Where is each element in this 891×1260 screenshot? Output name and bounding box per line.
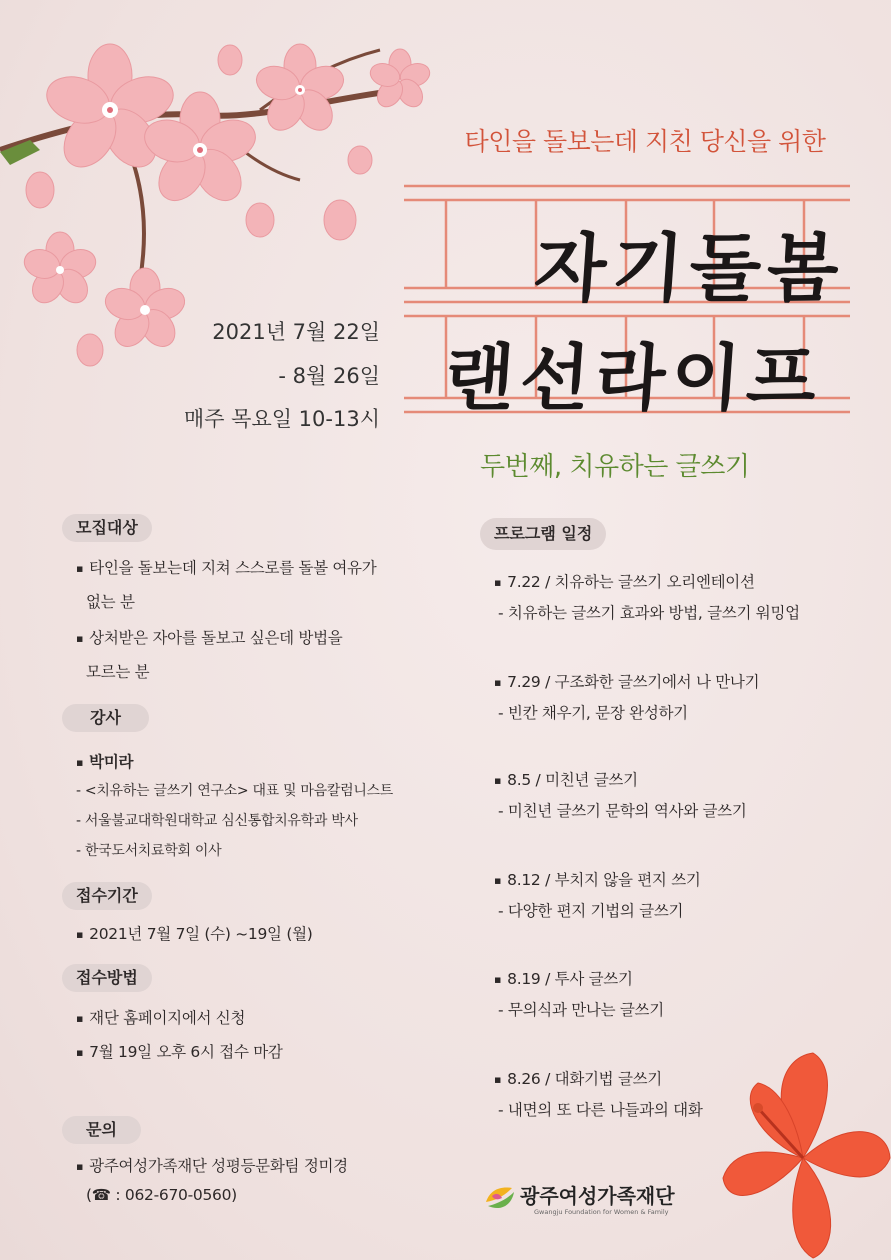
instructor-label: 강사: [62, 704, 149, 732]
method-item-1: ▪ 재단 홈페이지에서 신청: [76, 1006, 245, 1028]
program-label: 프로그램 일정: [480, 518, 606, 550]
session-4-desc: - 다양한 편지 기법의 글쓰기: [498, 902, 684, 920]
logo-name: 광주여성가족재단: [520, 1184, 675, 1208]
session-5-title: ▪ 8.19 / 투사 글쓰기: [494, 967, 633, 989]
contact-label: 문의: [62, 1116, 141, 1144]
session-3-title: ▪ 8.5 / 미친년 글쓰기: [494, 768, 638, 790]
session-6-desc: - 내면의 또 다른 나들과의 대화: [498, 1101, 703, 1119]
recruit-item-1-cont: 없는 분: [86, 593, 135, 611]
session-time: 매주 목요일 10-13시: [183, 407, 380, 431]
recruit-item-2-cont: 모르는 분: [86, 663, 150, 681]
title-line-2: 랜선라이프: [441, 335, 826, 420]
session-5-desc: - 무의식과 만나는 글쓰기: [498, 1001, 664, 1019]
session-1-desc: - 치유하는 글쓰기 효과와 방법, 글쓰기 워밍업: [498, 604, 800, 622]
session-3-desc: - 미친년 글쓰기 문학의 역사와 글쓰기: [498, 802, 747, 820]
date-start: 2021년 7월 22일: [212, 320, 380, 344]
method-label: 접수방법: [62, 964, 152, 992]
session-2-title: ▪ 7.29 / 구조화한 글쓰기에서 나 만나기: [494, 670, 759, 692]
contact-phone: (☎ : 062-670-0560): [86, 1186, 237, 1204]
foundation-logo: [484, 1180, 704, 1224]
instructor-detail-2: - 서울불교대학원대학교 심신통합치유학과 박사: [76, 813, 358, 829]
session-6-title: ▪ 8.26 / 대화기법 글쓰기: [494, 1067, 662, 1089]
period-label: 접수기간: [62, 882, 152, 910]
logo-subtitle: Gwangju Foundation for Women & Family: [534, 1208, 669, 1216]
logo-mark-icon: [484, 1182, 518, 1216]
method-item-2: ▪ 7월 19일 오후 6시 접수 마감: [76, 1040, 283, 1062]
session-1-title: ▪ 7.22 / 치유하는 글쓰기 오리엔테이션: [494, 570, 755, 592]
session-4-title: ▪ 8.12 / 부치지 않을 편지 쓰기: [494, 868, 701, 890]
contact-org: ▪ 광주여성가족재단 성평등문화팀 정미경: [76, 1154, 348, 1176]
recruit-item-2: ▪ 상처받은 자아를 돌보고 싶은데 방법을: [76, 626, 342, 648]
instructor-detail-3: - 한국도서치료학회 이사: [76, 843, 222, 859]
instructor-name: ▪ 박미라: [76, 750, 133, 772]
recruit-label: 모집대상: [62, 514, 152, 542]
program-subtitle: 두번째, 치유하는 글쓰기: [480, 452, 750, 482]
hibiscus-illustration: [718, 1048, 891, 1260]
tagline: 타인을 돌보는데 지친 당신을 위한: [464, 127, 826, 156]
recruit-item-1: ▪ 타인을 돌보는데 지쳐 스스로를 돌볼 여유가: [76, 556, 376, 578]
session-2-desc: - 빈칸 채우기, 문장 완성하기: [498, 704, 688, 722]
title-line-1: 자기돌봄: [531, 226, 848, 312]
instructor-detail-1: - <치유하는 글쓰기 연구소> 대표 및 마음칼럼니스트: [76, 783, 393, 799]
period-value: ▪ 2021년 7월 7일 (수) ~19일 (월): [76, 922, 313, 944]
date-end: - 8월 26일: [278, 364, 380, 388]
